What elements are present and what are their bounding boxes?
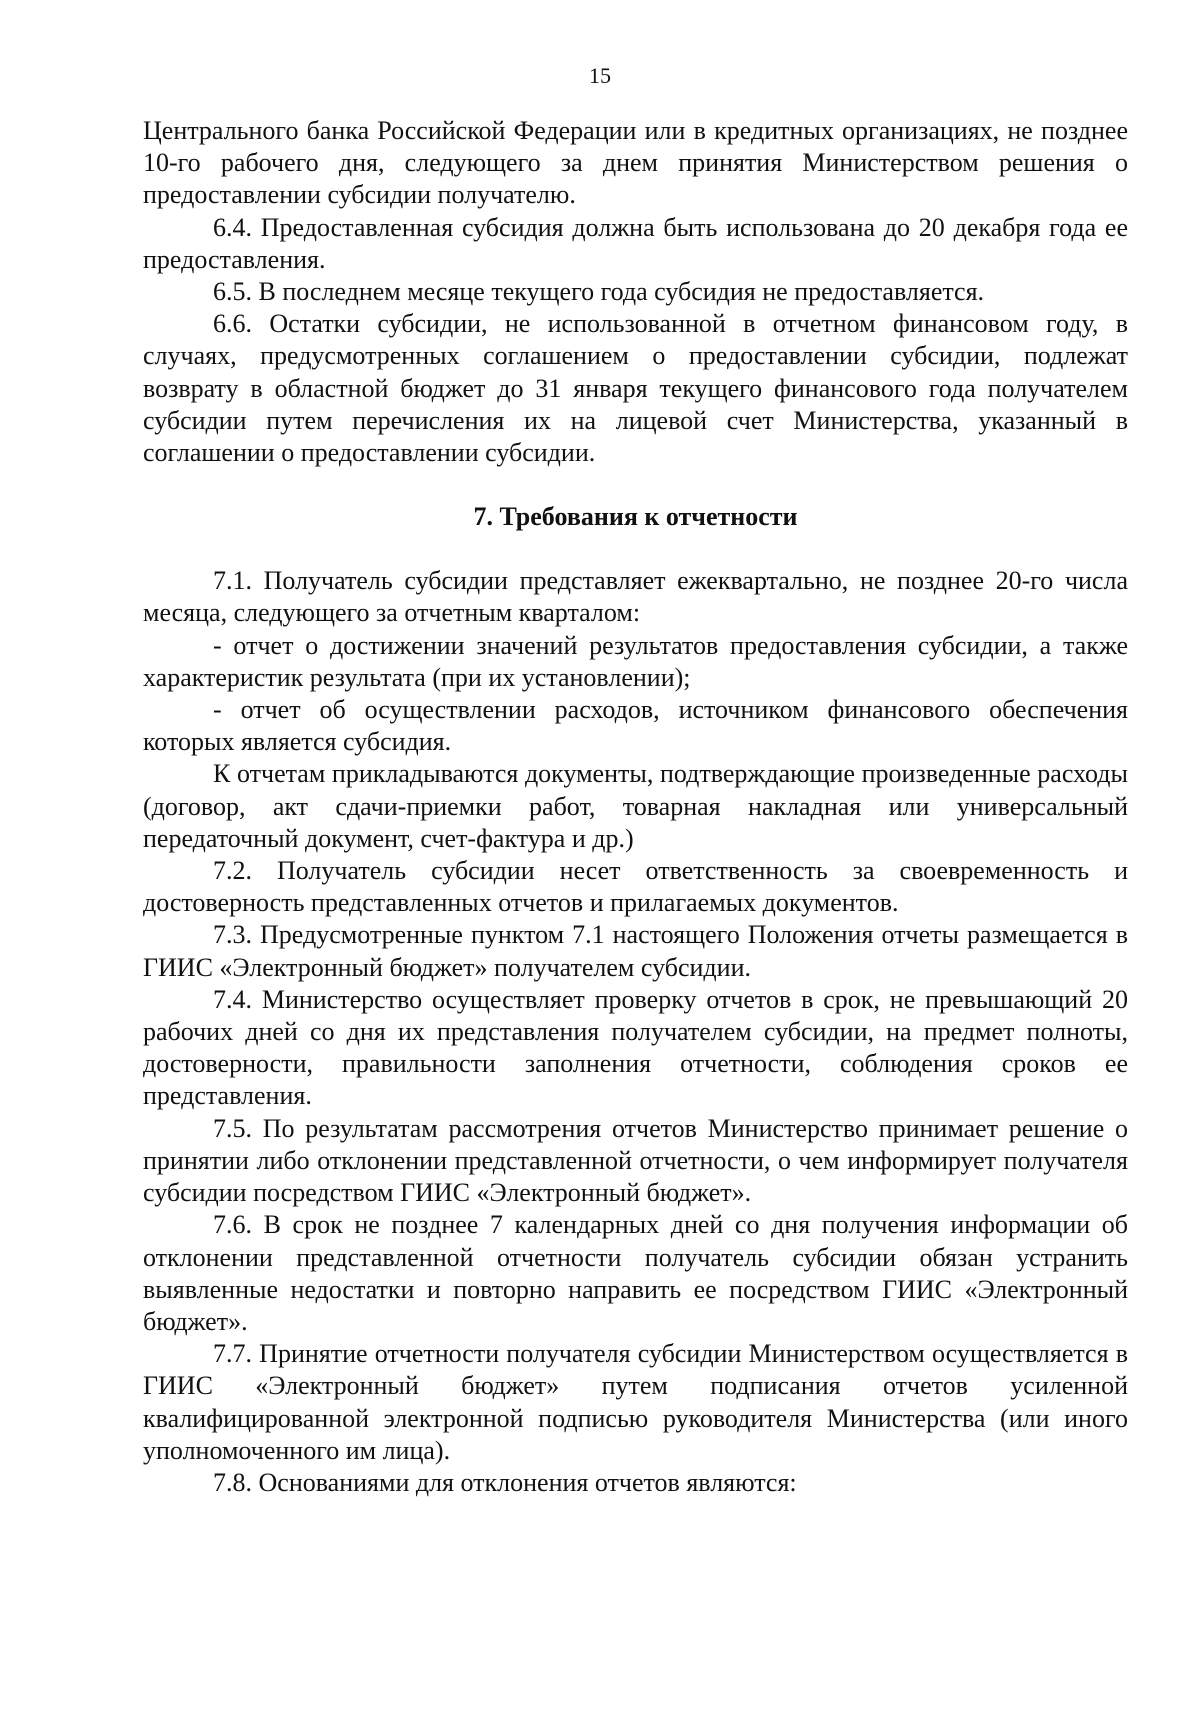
paragraph-7-2: 7.2. Получатель субсидии несет ответственность за своевременность и достоверность представленных отчетов и прилагаемых документов. [143, 856, 1128, 918]
paragraph-6-6: 6.6. Остатки субсидии, не использованной в отчетном финансовом году, в случаях, предусмотренных соглашением о предоставлении субсидии, подлежат возврату в областной бюджет до 31 января текущего финансового года получателем субсидии путем перечисления их на лицевой счет Министерства, указанный в соглашении о предоставлении субсидии. [143, 309, 1128, 468]
paragraph-6-4: 6.4. Предоставленная субсидия должна быть использована до 20 декабря года ее предоставления. [143, 212, 1128, 274]
paragraph-7-3: 7.3. Предусмотренные пунктом 7.1 настоящего Положения отчеты размещается в ГИИС «Электронный бюджет» получателем субсидии. [143, 920, 1128, 982]
paragraph-7-7: 7.7. Принятие отчетности получателя субсидии Министерством осуществляется в ГИИС «Электронный бюджет» путем подписания отчетов усиленной квалифицированной электронной подписью руководителя Министерства (или иного уполномоченного им лица). [143, 1339, 1128, 1465]
paragraph-attachments: К отчетам прикладываются документы, подтверждающие произведенные расходы (договор, акт сдачи-приемки работ, товарная накладная или универсальный передаточный документ, счет-фактура и др.) [143, 759, 1128, 853]
page-number: 15 [589, 63, 611, 88]
document-body [143, 115, 1128, 1499]
paragraph-7-4: 7.4. Министерство осуществляет проверку отчетов в срок, не превышающий 20 рабочих дней со дня их представления получателем субсидии, на предмет полноты, достоверности, правильности заполнения отчетности, соблюдения сроков ее представления. [143, 984, 1128, 1111]
list-item-report-results: - отчет о достижении значений результатов предоставления субсидии, а также характеристик результата (при их установлении); [143, 630, 1128, 692]
list-item-report-expenses: - отчет об осуществлении расходов, источником финансового обеспечения которых является субсидия. [143, 695, 1128, 757]
section-heading: 7. Требования к отчетности [473, 502, 798, 532]
paragraph-7-1: 7.1. Получатель субсидии представляет ежеквартально, не позднее 20-го числа месяца, следующего за отчетным кварталом: [143, 566, 1128, 628]
paragraph-7-8: 7.8. Основаниями для отклонения отчетов являются: [213, 1467, 797, 1497]
paragraph-7-6: 7.6. В срок не позднее 7 календарных дней со дня получения информации об отклонении представленной отчетности получатель субсидии обязан устранить выявленные недостатки и повторно направить ее посредством ГИИС «Электронный бюджет». [143, 1210, 1128, 1336]
paragraph-continuation: Центрального банка Российской Федерации или в кредитных организациях, не позднее 10-го рабочего дня, следующего за днем принятия Министерством решения о предоставлении субсидии получателю. [143, 116, 1128, 210]
paragraph-7-5: 7.5. По результатам рассмотрения отчетов Министерство принимает решение о принятии либо отклонении представленной отчетности, о чем информирует получателя субсидии посредством ГИИС «Электронный бюджет». [143, 1113, 1128, 1208]
paragraph-6-5: 6.5. В последнем месяце текущего года субсидия не предоставляется. [213, 277, 985, 307]
